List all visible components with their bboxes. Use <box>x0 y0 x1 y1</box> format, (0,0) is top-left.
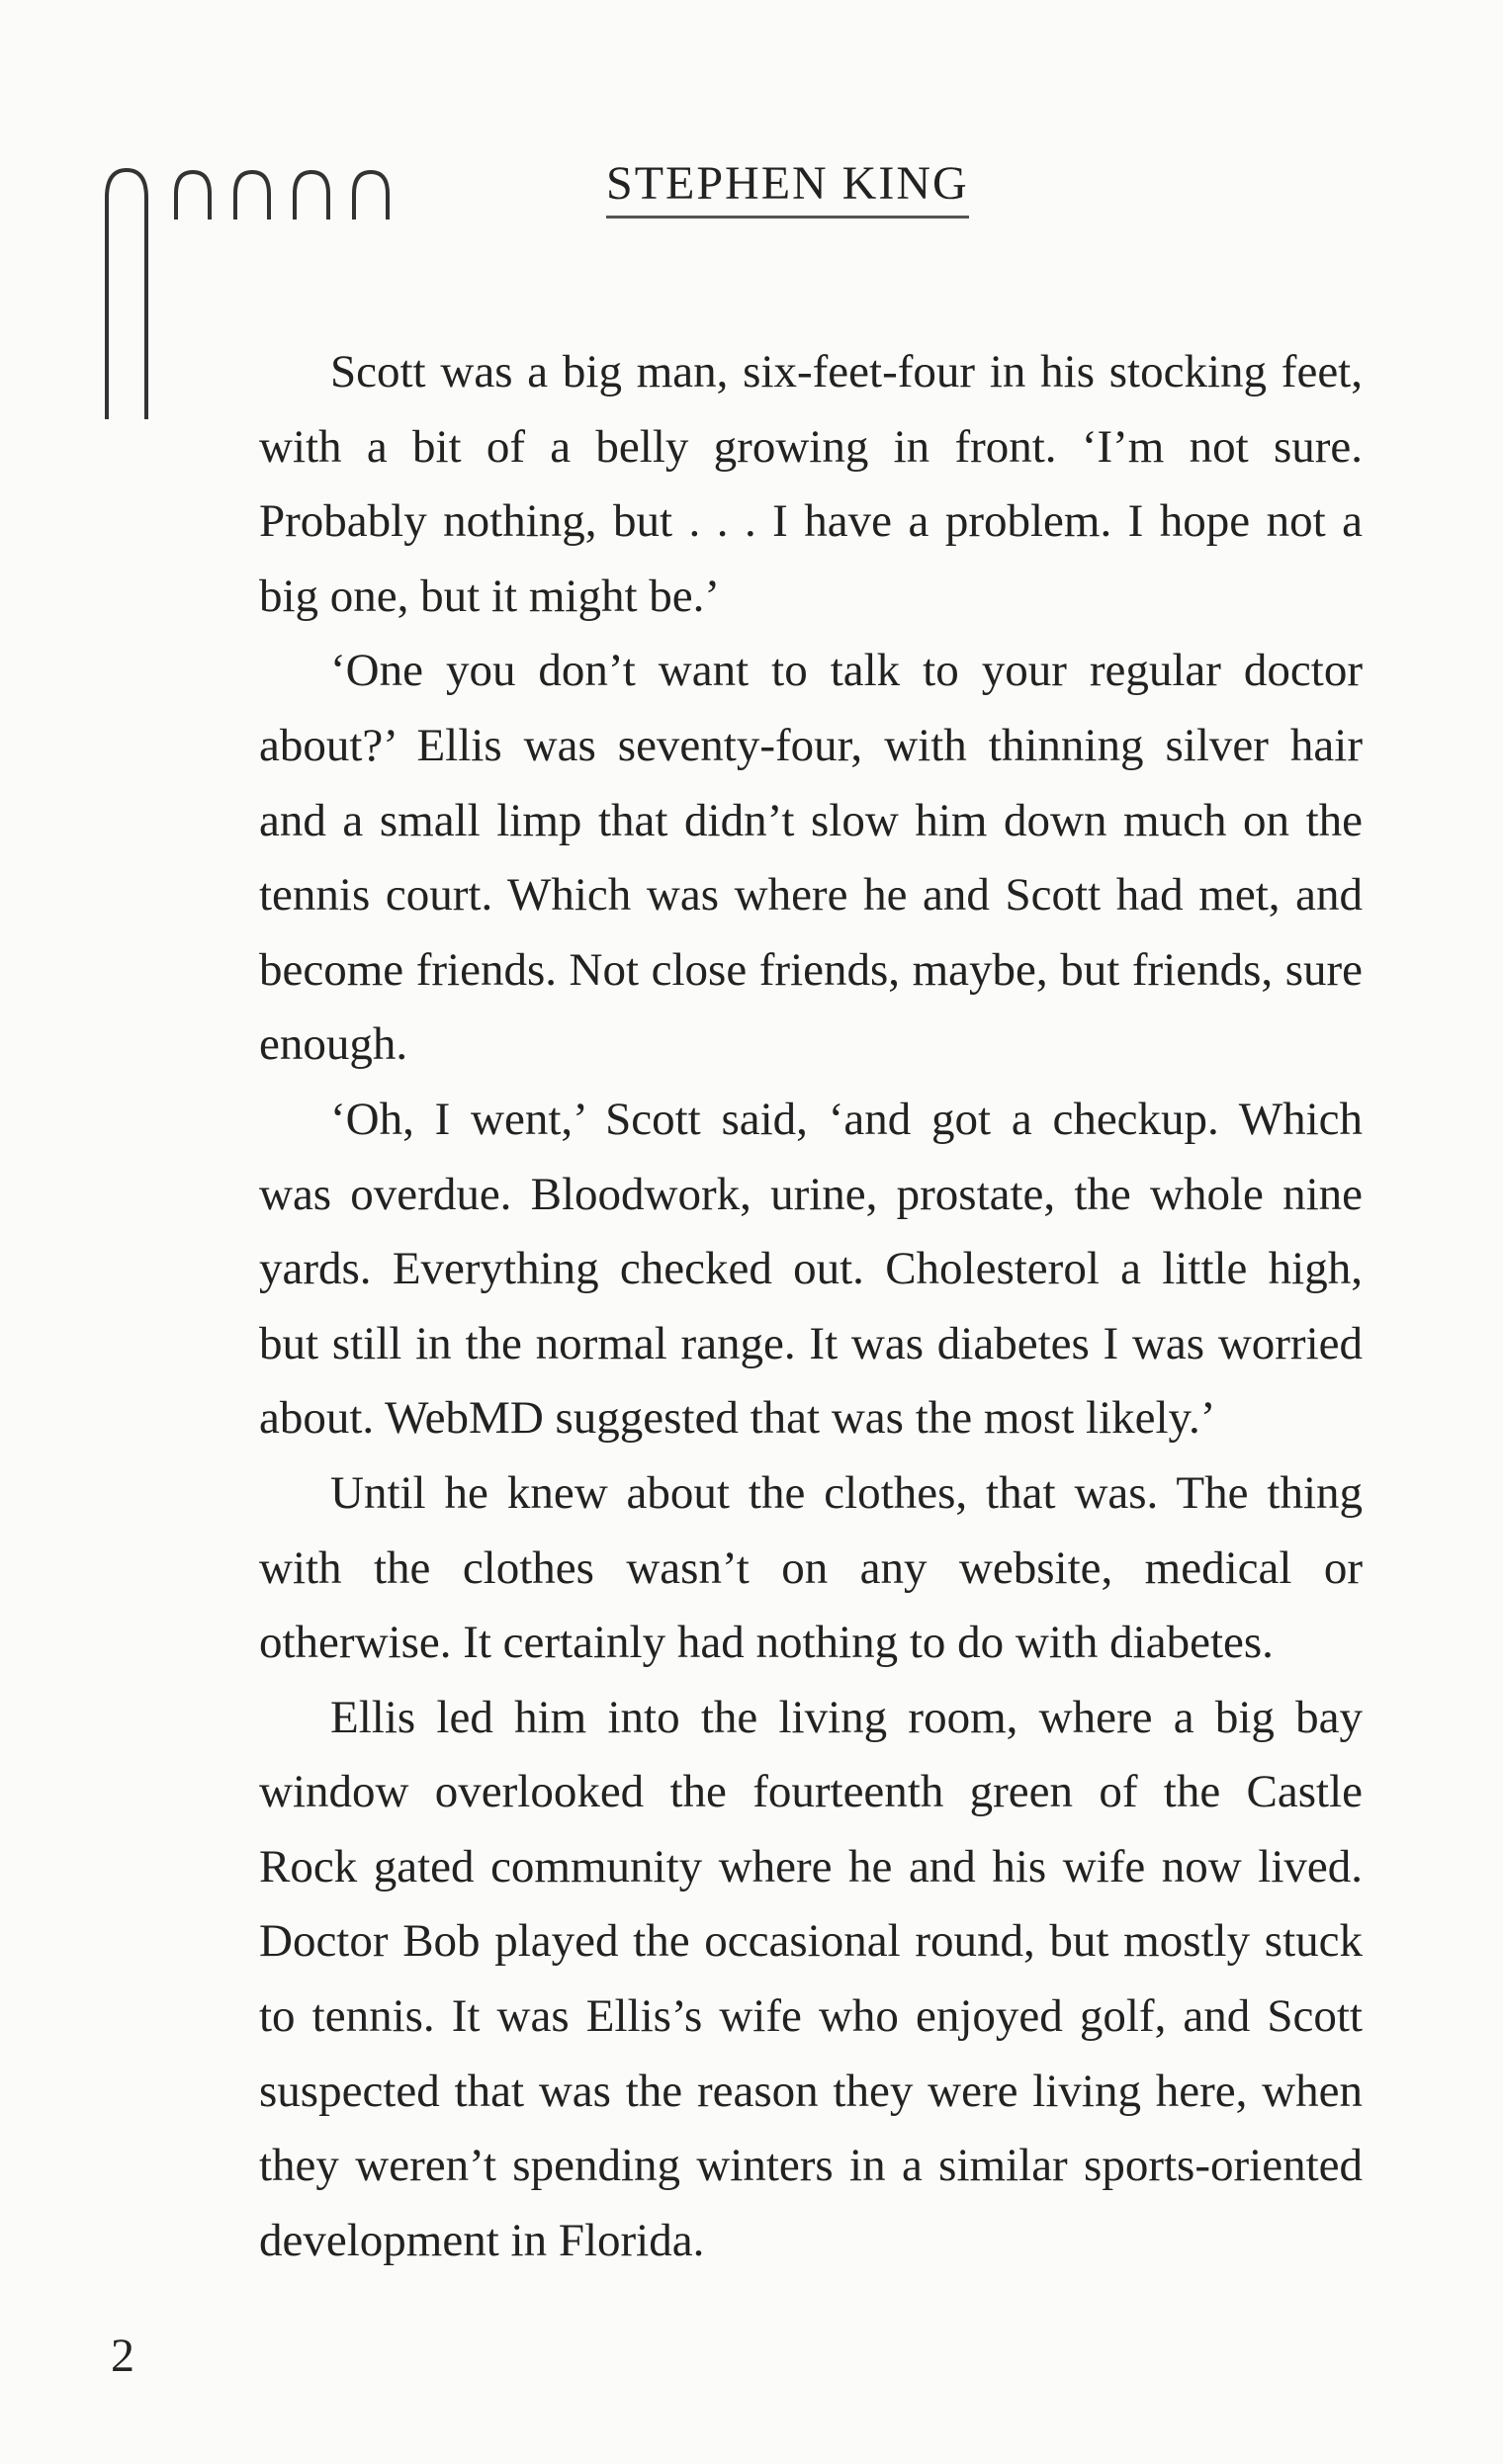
page-number: 2 <box>111 2330 134 2382</box>
body-text <box>259 335 1363 2278</box>
paragraph-3: ‘Oh, I went,’ Scott said, ‘and got a checkup. Which was overdue. Bloodwork, urine, prostate, the whole nine yards. Everything checked out. Cholesterol a little high, but still in the normal range. It was diabetes I was worried about. WebMD suggested that was the most likely.’ <box>259 1093 1363 1445</box>
paragraph-5: Ellis led him into the living room, where a big bay window overlooked the fourteenth green of the Castle Rock gated community where he and his wife now lived. Doctor Bob played the occasional round, but mostly stuck to tennis. It was Ellis’s wife who enjoyed golf, and Scott suspected that was the reason they were living here, when they weren’t spending winters in a similar sports-oriented development in Florida. <box>259 1691 1363 2266</box>
paragraph-4: Until he knew about the clothes, that was. The thing with the clothes wasn’t on any website, medical or otherwise. It certainly had nothing to do with diabetes. <box>259 1466 1363 1669</box>
paragraph-1: Scott was a big man, six-feet-four in his stocking feet, with a bit of a belly growing in front. ‘I’m not sure. Probably nothing, but . . . I have a problem. I hope not a big one, but it might be.’ <box>259 346 1363 622</box>
paragraph-2: ‘One you don’t want to talk to your regular doctor about?’ Ellis was seventy-four, with thinning silver hair and a small limp that didn’t slow him down much on the tennis court. Which was where he and Scott had met, and become friends. Not close friends, maybe, but friends, sure enough. <box>259 645 1363 1071</box>
running-head-author: STEPHEN KING <box>606 156 969 219</box>
